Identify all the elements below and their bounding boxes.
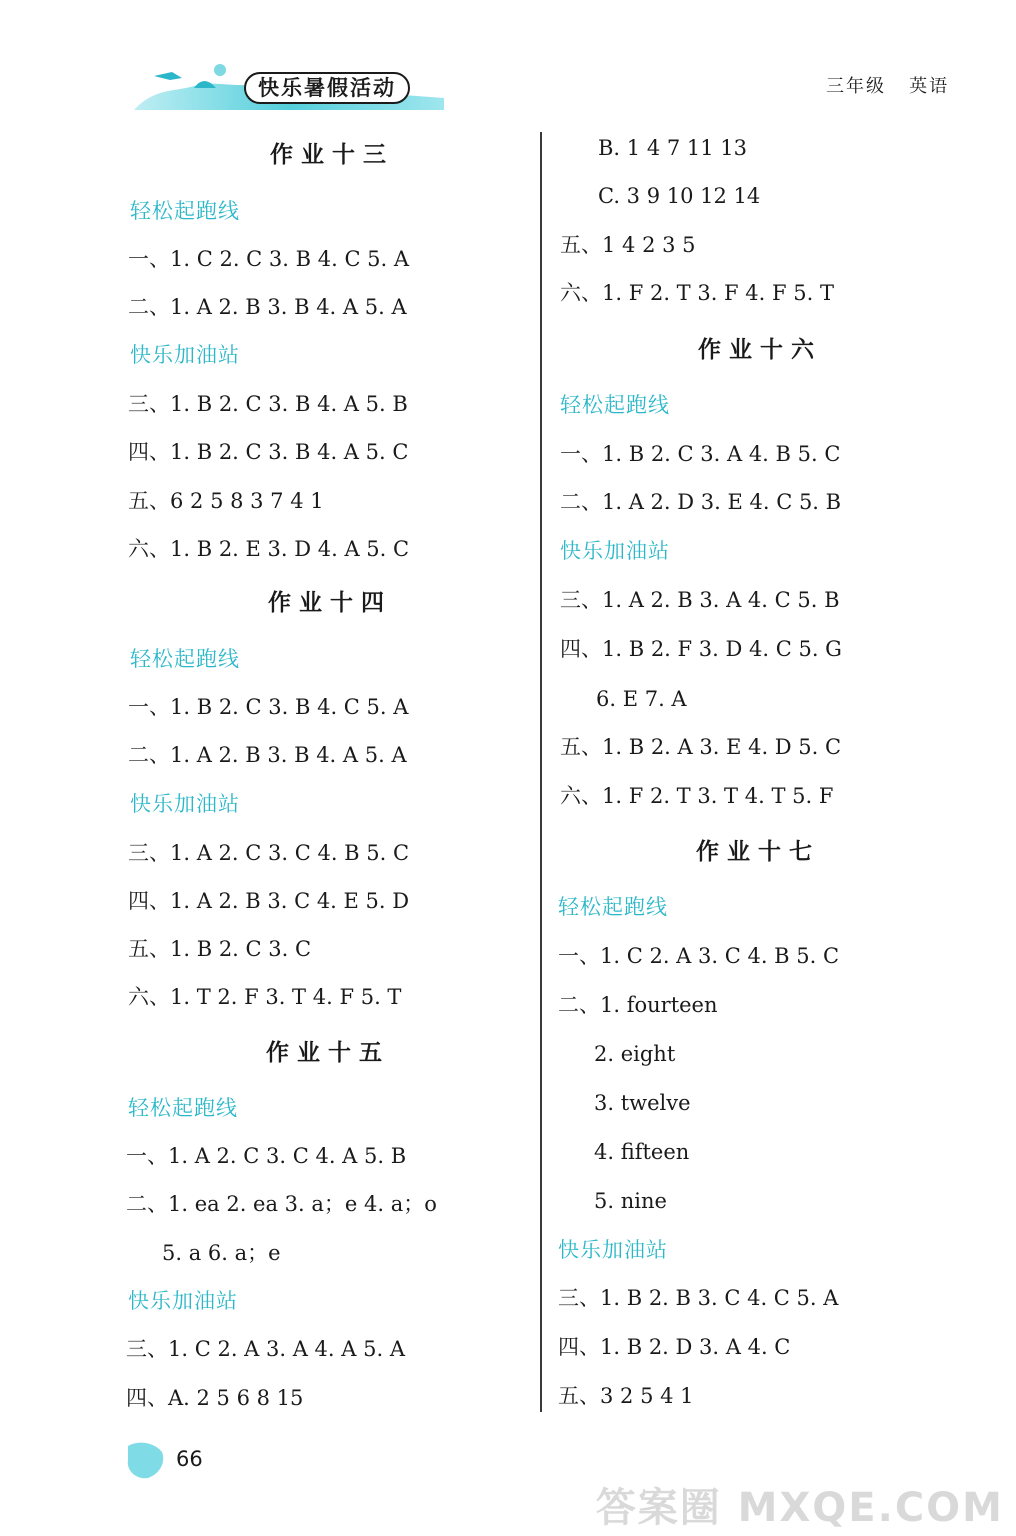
answer-line: 四、1. B 2. F 3. D 4. C 5. G	[560, 637, 842, 661]
section-heading: 作业十五	[266, 1040, 390, 1066]
page-number: 66	[176, 1447, 203, 1471]
section-heading: 作业十六	[698, 337, 822, 363]
column-divider	[540, 132, 542, 1412]
answer-line: 三、1. B 2. C 3. B 4. A 5. B	[128, 392, 408, 416]
answer-line: 三、1. A 2. B 3. A 4. C 5. B	[560, 588, 840, 612]
answer-line: 六、1. T 2. F 3. T 4. F 5. T	[128, 985, 402, 1009]
answer-line: 五、1. B 2. A 3. E 4. D 5. C	[560, 735, 842, 759]
answer-line: 三、1. A 2. C 3. C 4. B 5. C	[128, 841, 410, 865]
subsection-heading: 快乐加油站	[128, 1289, 238, 1313]
answer-line: 三、1. B 2. B 3. C 4. C 5. A	[558, 1286, 839, 1310]
subsection-heading: 轻松起跑线	[130, 647, 240, 671]
subsection-heading: 快乐加油站	[560, 539, 670, 563]
answer-line: 二、1. ea 2. ea 3. a；e 4. a；o	[126, 1192, 437, 1216]
subsection-heading: 轻松起跑线	[128, 1096, 238, 1120]
answer-line: 一、1. C 2. C 3. B 4. C 5. A	[128, 247, 410, 271]
answer-line: 二、1. A 2. D 3. E 4. C 5. B	[560, 490, 842, 514]
section-heading: 作业十三	[270, 142, 394, 168]
answer-line: 5. nine	[594, 1189, 667, 1213]
answer-line: 五、6 2 5 8 3 7 4 1	[128, 489, 324, 513]
header-grade-subject	[826, 72, 949, 98]
answer-line: 一、1. C 2. A 3. C 4. B 5. C	[558, 944, 840, 968]
section-heading: 作业十七	[696, 839, 820, 865]
answer-line: 六、1. F 2. T 3. F 4. F 5. T	[560, 281, 834, 305]
section-heading: 作业十四	[268, 590, 392, 616]
subsection-heading: 快乐加油站	[130, 792, 240, 816]
answer-line: 四、1. A 2. B 3. C 4. E 5. D	[128, 889, 410, 913]
answer-line: 4. fifteen	[594, 1140, 690, 1164]
answer-line: 二、1. A 2. B 3. B 4. A 5. A	[128, 743, 407, 767]
answer-line: 五、3 2 5 4 1	[558, 1384, 694, 1408]
answer-line: 三、1. C 2. A 3. A 4. A 5. A	[126, 1337, 405, 1361]
header-title: 快乐暑假活动	[244, 72, 410, 104]
answer-line: 一、1. B 2. C 3. B 4. C 5. A	[128, 695, 409, 719]
answer-line: 一、1. B 2. C 3. A 4. B 5. C	[560, 442, 841, 466]
answer-line: 2. eight	[594, 1042, 676, 1066]
answer-line: 6. E 7. A	[596, 687, 687, 711]
answer-line: 四、A. 2 5 6 8 15	[126, 1386, 304, 1410]
answer-line: 五、1 4 2 3 5	[560, 233, 696, 257]
answer-line: 一、1. A 2. C 3. C 4. A 5. B	[126, 1144, 407, 1168]
answer-line: B. 1 4 7 11 13	[598, 136, 748, 160]
subsection-heading: 快乐加油站	[130, 343, 240, 367]
answer-line: 5. a 6. a；e	[162, 1241, 281, 1265]
answer-line: 二、1. A 2. B 3. B 4. A 5. A	[128, 295, 407, 319]
header-grade: 三年级	[826, 76, 886, 97]
answer-line: 六、1. B 2. E 3. D 4. A 5. C	[128, 537, 410, 561]
watermark: 答案圈 MXQE.COM	[595, 1485, 1004, 1531]
subsection-heading: 快乐加油站	[558, 1238, 668, 1262]
answer-line: 四、1. B 2. D 3. A 4. C	[558, 1335, 791, 1359]
page-number-tab-icon	[124, 1440, 166, 1480]
subsection-heading: 轻松起跑线	[130, 199, 240, 223]
answer-line: C. 3 9 10 12 14	[598, 184, 761, 208]
subsection-heading: 轻松起跑线	[558, 895, 668, 919]
subsection-heading: 轻松起跑线	[560, 393, 670, 417]
answer-line: 四、1. B 2. C 3. B 4. A 5. C	[128, 440, 409, 464]
answer-line: 六、1. F 2. T 3. T 4. T 5. F	[560, 784, 834, 808]
answer-line: 二、1. fourteen	[558, 993, 718, 1017]
answer-line: 3. twelve	[594, 1091, 691, 1115]
answer-line: 五、1. B 2. C 3. C	[128, 937, 312, 961]
header-subject: 英语	[909, 76, 950, 97]
